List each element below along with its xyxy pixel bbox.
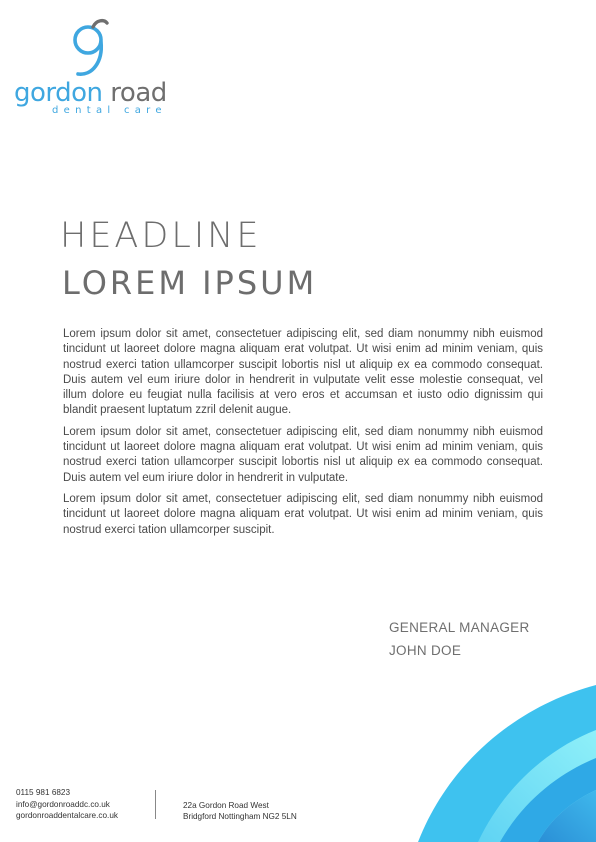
signature-name: JOHN DOE <box>389 643 462 658</box>
logo-name-gordon: gordon <box>14 78 103 108</box>
headline: HEADLINE <box>60 216 262 256</box>
subheadline: LOREM IPSUM <box>62 264 318 302</box>
footer-contact <box>16 787 118 822</box>
logo-name-road: road <box>102 78 167 108</box>
footer-address <box>183 800 297 822</box>
footer-email[interactable]: info@gordonroaddc.co.uk <box>16 799 110 809</box>
footer-address-line1: 22a Gordon Road West <box>183 801 269 810</box>
footer-website[interactable]: gordonroaddentalcare.co.uk <box>16 811 118 820</box>
footer-divider <box>155 790 156 819</box>
decorative-swoosh <box>410 680 596 842</box>
company-logo <box>14 18 174 116</box>
logo-wordmark <box>14 78 167 108</box>
logo-subtitle: dental care <box>52 105 167 116</box>
logo-g-mark-icon <box>70 18 110 80</box>
footer-phone: 0115 981 6823 <box>16 788 71 797</box>
signature-title: GENERAL MANAGER <box>389 620 530 635</box>
body-paragraph: Lorem ipsum dolor sit amet, consectetuer adipiscing elit, sed diam nonummy nibh euismod tincidunt ut laoreet dolore magna aliquam erat volutpat. Ut wisi enim ad minim veniam, quis nostrud exerci tation ullamcorper suscipit lobortis nisl ut aliquip ex ea commodo consequat. Duis autem vel eum iriure dolor in hendrerit in vulputate. <box>63 425 543 484</box>
body-paragraph: Lorem ipsum dolor sit amet, consectetuer adipiscing elit, sed diam nonummy nibh euismod tincidunt ut laoreet dolore magna aliquam erat volutpat. Ut wisi enim ad minim veniam, quis nostrud exerci tation ullamcorper suscipit. <box>63 492 543 536</box>
footer-address-line2: Bridgford Nottingham NG2 5LN <box>183 812 297 821</box>
signature-block <box>389 616 530 662</box>
body-paragraph: Lorem ipsum dolor sit amet, consectetuer adipiscing elit, sed diam nonummy nibh euismod tincidunt ut laoreet dolore magna aliquam erat volutpat. Ut wisi enim ad minim veniam, quis nostrud exerci tation ullamcorper suscipit lobortis nisl ut aliquip ex ea commodo consequat. Duis autem vel eum iriure dolor in hendrerit in vulputate velit esse molestie consequat, vel illum dolore eu feugiat nulla facilisis at vero eros et accumsan et iusto odio dignissim qui blandit praesent luptatum zzril delenit augue. <box>63 328 543 417</box>
letter-body <box>63 327 543 544</box>
